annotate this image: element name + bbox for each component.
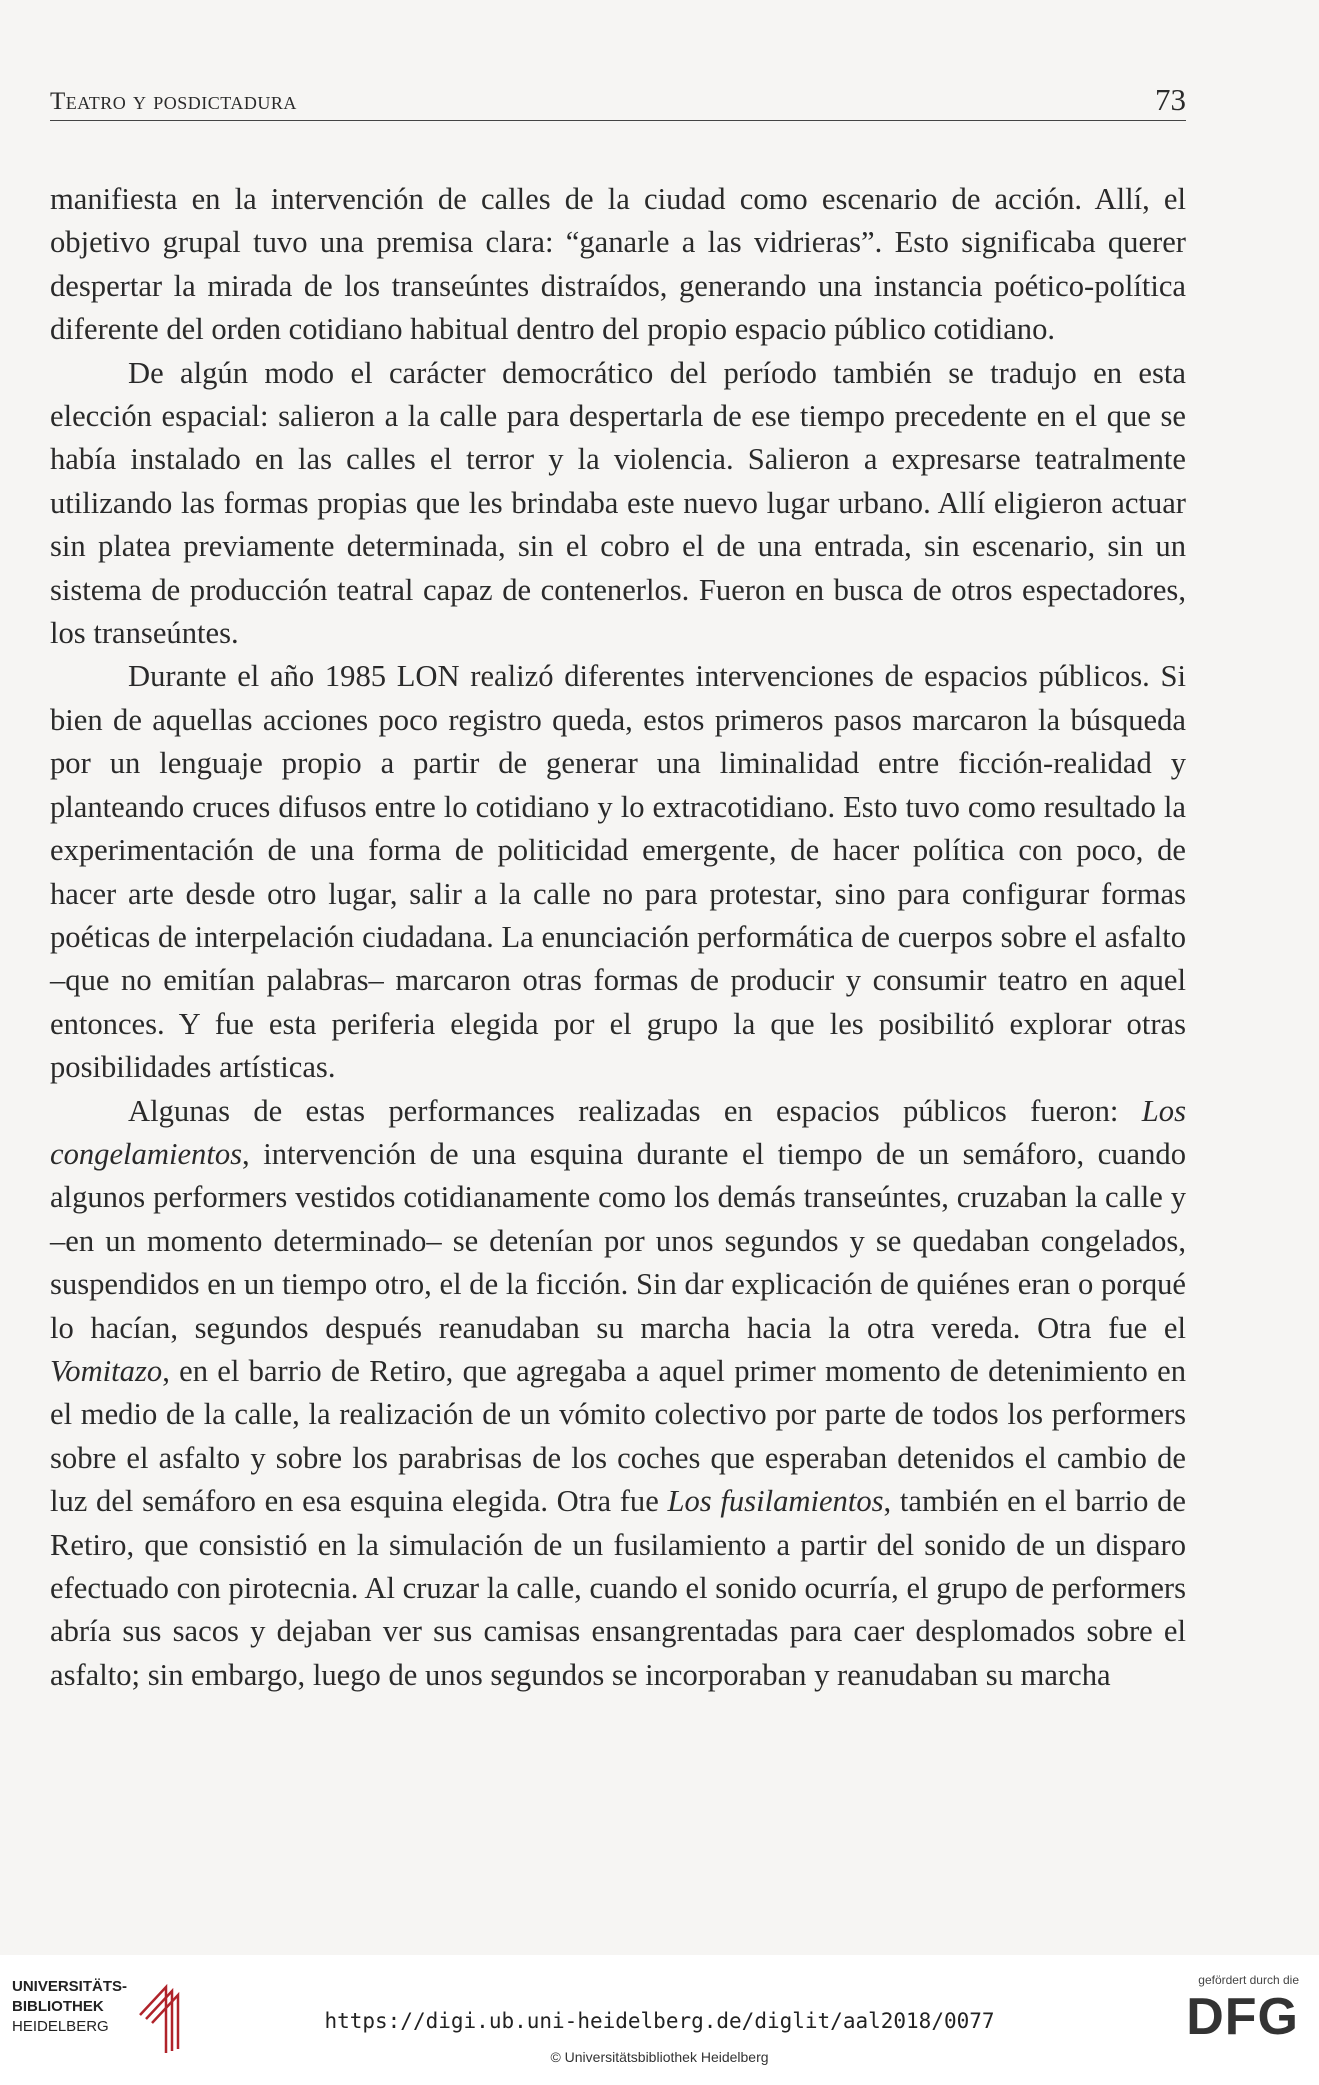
dfg-logo: DFG bbox=[1186, 1988, 1299, 2046]
running-title: Teatro y posdictadura bbox=[50, 88, 297, 115]
page-number: 73 bbox=[1155, 82, 1186, 117]
text-run: Durante el año 1985 LON realizó diferentes intervenciones de espacios públicos. Si bien de aquellas acciones poco registro queda, estos primeros pasos marcaron la búsqueda por un lenguaje propio a partir de generar una liminalidad entre ficción-realidad y planteando cruces difusos entre lo cotidiano y lo extracotidiano. Esto tuvo como resultado la experimentación de una forma de politicidad emergente, de hacer política con poco, de hacer arte desde otro lugar, salir a la calle no para protestar, sino para configurar formas poéticas de interpelación ciudadana. La enunciación performática de cuerpos sobre el asfalto –que no emitían palabras– marcaron otras formas de producir y consumir teatro en aquel entonces. Y fue esta periferia elegida por el grupo la que les posibilitó explorar otras posibilidades artísticas. bbox=[50, 659, 1186, 1085]
permalink-url[interactable]: https://digi.ub.uni-heidelberg.de/diglit/aal2018/0077 bbox=[324, 2009, 995, 2033]
italic-title: Vomitazo bbox=[50, 1353, 163, 1388]
italic-title: Los fusilamientos bbox=[667, 1484, 884, 1519]
library-name: UNIVERSITÄTS- BIBLIOTHEK HEIDELBERG bbox=[12, 1978, 128, 2035]
paragraph bbox=[50, 1090, 1186, 1698]
text-run: , en el barrio de Retiro, que agregaba a aquel primer momento de detenimiento en el medio de la calle, la realización de un vómito colectivo por parte de todos los performers sobre el asfalto y sobre los parabrisas de los coches que esperaban detenidos el cambio de luz del semáforo en esa esquina elegida. Otra fue bbox=[50, 1353, 1186, 1519]
text-run: manifiesta en la intervención de calles de la ciudad como escenario de acción. Allí, el objetivo grupal tuvo una premisa clara: “ganarle a las vidrieras”. Esto significaba querer despertar la mirada de los transeúntes distraídos, generando una instancia poético-política diferente del orden cotidiano habitual dentro del propio espacio público cotidiano. bbox=[50, 182, 1186, 347]
italic-title: Los congelamientos bbox=[50, 1093, 1186, 1171]
body-text bbox=[50, 178, 1186, 1697]
funder-caption: gefördert durch die bbox=[1198, 1973, 1299, 1987]
text-run: De algún modo el carácter democrático del período también se tradujo en esta elección espacial: salieron a la calle para despertarla de ese tiempo precedente en el que se había instalado en las calles el terror y la violencia. Salieron a expresarse teatralmente utilizando las formas propias que les brindaba este nuevo lugar urbano. Allí eligieron actuar sin platea previamente determinada, sin el cobro el de una entrada, sin escenario, sin un sistema de producción teatral capaz de contenerlos. Fueron en busca de otros espectadores, los transeúntes. bbox=[50, 355, 1186, 651]
text-run: , intervención de una esquina durante el tiempo de un semáforo, cuando algunos performers vestidos cotidianamente como los demás transeúntes, cruzaban la calle y –en un momento determinado– se detenían por unos segundos y se quedaban congelados, suspendidos en un tiempo otro, el de la ficción. Sin dar explicación de quiénes eran o porqué lo hacían, segundos después reanudaban su marcha hacia la otra vereda. Otra fue el bbox=[50, 1136, 1186, 1345]
paragraph bbox=[50, 352, 1186, 656]
paragraph bbox=[50, 178, 1186, 352]
running-head bbox=[50, 78, 1186, 121]
funder-badge[interactable] bbox=[1159, 1973, 1299, 2068]
paragraph bbox=[50, 655, 1186, 1089]
text-run: Algunas de estas performances realizadas en espacios públicos fueron: bbox=[128, 1093, 1142, 1128]
text-run: , también en el barrio de Retiro, que consistió en la simulación de un fusilamiento a partir del sonido de un disparo efectuado con pirotecnia. Al cruzar la calle, cuando el sonido ocurría, el grupo de performers abría sus sacos y dejaban ver sus camisas ensangrentadas para caer desplomados sobre el asfalto; sin embargo, luego de unos segundos se incorporaban y reanudaban su marcha bbox=[50, 1484, 1187, 1692]
viewer-footer bbox=[0, 1955, 1319, 2085]
copyright-notice: © Universitätsbibliothek Heidelberg bbox=[550, 2049, 769, 2065]
